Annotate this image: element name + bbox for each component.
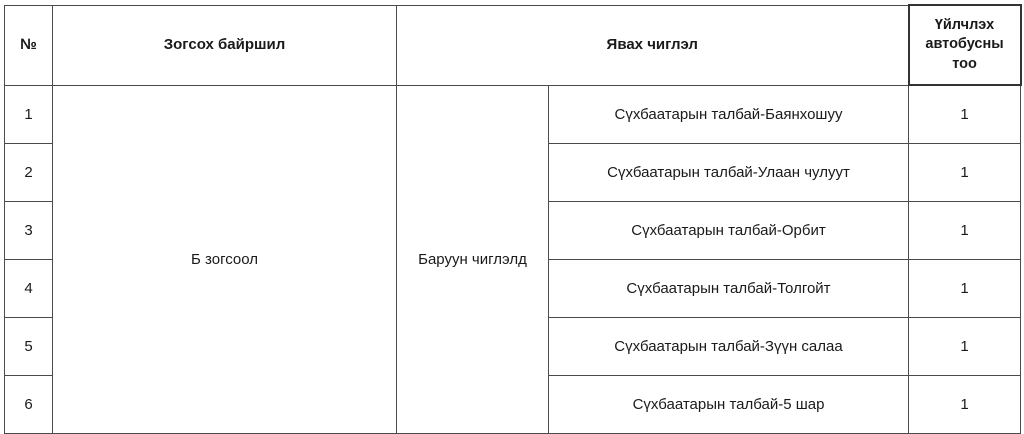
header-stop-location: Зогсох байршил (53, 5, 397, 85)
bus-count-value: 1 (909, 375, 1021, 433)
header-no: № (5, 5, 53, 85)
row-number: 6 (5, 375, 53, 433)
bus-route-table (4, 4, 1022, 434)
header-row (5, 5, 1021, 85)
header-bus-count: Үйлчлэх автобусны тоо (909, 5, 1021, 85)
header-direction: Явах чиглэл (397, 5, 909, 85)
table-row (5, 85, 1021, 143)
bus-count-value: 1 (909, 143, 1021, 201)
bus-count-value: 1 (909, 317, 1021, 375)
route-name: Сүхбаатарын талбай-Зүүн салаа (549, 317, 909, 375)
bus-count-value: 1 (909, 259, 1021, 317)
row-number: 4 (5, 259, 53, 317)
stop-location-cell: Б зогсоол (53, 85, 397, 433)
direction-cell: Баруун чиглэлд (397, 85, 549, 433)
table-body (5, 85, 1021, 433)
document-sheet (0, 4, 1024, 432)
bus-count-value: 1 (909, 85, 1021, 143)
row-number: 5 (5, 317, 53, 375)
route-name: Сүхбаатарын талбай-Улаан чулуут (549, 143, 909, 201)
route-name: Сүхбаатарын талбай-Толгойт (549, 259, 909, 317)
row-number: 2 (5, 143, 53, 201)
row-number: 3 (5, 201, 53, 259)
row-number: 1 (5, 85, 53, 143)
route-name: Сүхбаатарын талбай-Баянхошуу (549, 85, 909, 143)
route-name: Сүхбаатарын талбай-5 шар (549, 375, 909, 433)
table-header (5, 5, 1021, 85)
bus-count-value: 1 (909, 201, 1021, 259)
route-name: Сүхбаатарын талбай-Орбит (549, 201, 909, 259)
